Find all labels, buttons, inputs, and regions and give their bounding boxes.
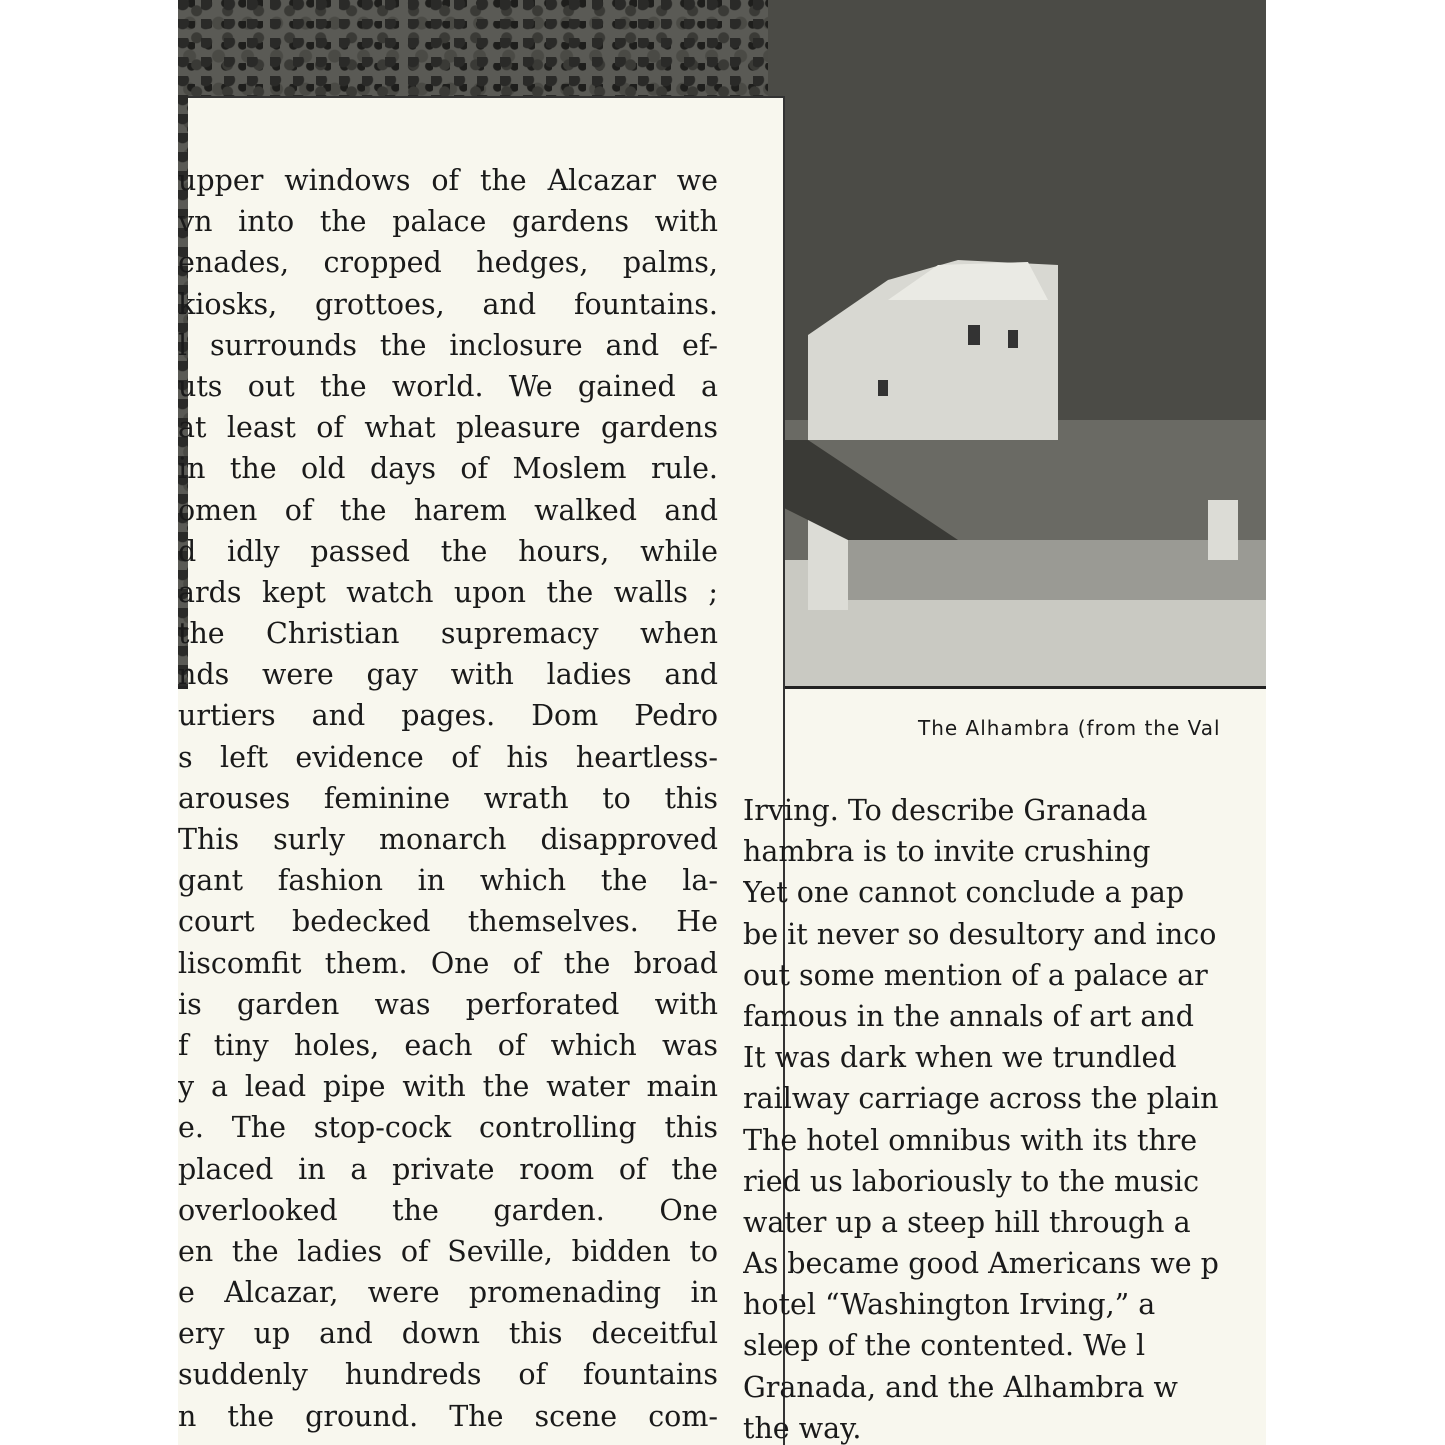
text-line: railway carriage across the plain xyxy=(743,1082,1219,1116)
text-line: ried us laboriously to the music xyxy=(743,1164,1200,1198)
text-line: arouses feminine wrath to this xyxy=(178,781,718,815)
text-line: Yet one cannot conclude a pap xyxy=(743,876,1185,910)
text-line: vn into the palace gardens with xyxy=(178,205,718,239)
text-line: enades, cropped hedges, palms, xyxy=(178,246,718,280)
text-line: water up a steep hill through a xyxy=(743,1205,1191,1239)
text-line: Irving. To describe Granada xyxy=(743,794,1148,827)
magazine-clipping xyxy=(178,0,1266,1445)
text-line: be it never so desultory and inco xyxy=(743,917,1217,951)
text-line: court bedecked themselves. He xyxy=(178,905,718,939)
text-line: famous in the annals of art and xyxy=(743,999,1195,1033)
text-line: in the old days of Moslem rule. xyxy=(178,452,718,486)
text-line: hambra is to invite crushing xyxy=(743,835,1151,869)
text-line: kiosks, grottoes, and fountains. xyxy=(178,287,718,321)
text-line: out some mention of a palace ar xyxy=(743,958,1208,992)
text-line: at least of what pleasure gardens xyxy=(178,411,718,445)
text-line: the way. xyxy=(743,1411,862,1445)
text-line: nds were gay with ladies and xyxy=(178,658,718,692)
text-line: suddenly hundreds of fountains xyxy=(178,1358,718,1392)
text-line: sleep of the contented. We l xyxy=(743,1329,1146,1363)
right-text-column xyxy=(743,790,1266,1445)
text-line: upper windows of the Alcazar we xyxy=(178,164,718,197)
page-margin-left xyxy=(0,0,178,1445)
text-line: liscomfit them. One of the broad xyxy=(178,946,718,980)
text-line: l surrounds the inclosure and ef- xyxy=(178,328,718,362)
page-margin-right xyxy=(1266,0,1445,1445)
text-line: It was dark when we trundled xyxy=(743,1041,1177,1075)
hillside-building-icon xyxy=(768,0,1266,686)
text-line: urtiers and pages. Dom Pedro xyxy=(178,699,718,733)
photo-caption: The Alhambra (from the Val xyxy=(918,716,1221,740)
text-line: placed in a private room of the xyxy=(178,1152,718,1186)
text-line: e Alcazar, were promenading in xyxy=(178,1276,718,1310)
text-line: n the ground. The scene com- xyxy=(178,1399,718,1433)
text-line: e. The stop-cock controlling this xyxy=(178,1111,718,1145)
text-line: uts out the world. We gained a xyxy=(178,369,718,403)
text-line: Granada, and the Alhambra w xyxy=(743,1370,1178,1404)
text-line: ards kept watch upon the walls ; xyxy=(178,575,718,609)
left-text-column xyxy=(178,160,726,1437)
text-line: en the ladies of Seville, bidden to xyxy=(178,1234,718,1268)
text-line: omen of the harem walked and xyxy=(178,493,718,527)
text-line: ery up and down this deceitful xyxy=(178,1317,718,1351)
text-line: d idly passed the hours, while xyxy=(178,534,718,568)
text-line: f tiny holes, each of which was xyxy=(178,1028,718,1062)
text-line: s left evidence of his heartless- xyxy=(178,740,718,774)
text-line: overlooked the garden. One xyxy=(178,1193,718,1227)
text-line: The hotel omnibus with its thre xyxy=(743,1123,1198,1157)
text-line: This surly monarch disapproved xyxy=(178,823,718,856)
text-line: As became good Americans we p xyxy=(743,1247,1219,1281)
text-line: the Christian supremacy when xyxy=(178,617,718,651)
text-line: hotel “Washington Irving,” a xyxy=(743,1288,1156,1322)
text-line: y a lead pipe with the water main xyxy=(178,1070,718,1104)
text-line: is garden was perforated with xyxy=(178,987,718,1021)
text-line: gant fashion in which the la- xyxy=(178,864,718,898)
